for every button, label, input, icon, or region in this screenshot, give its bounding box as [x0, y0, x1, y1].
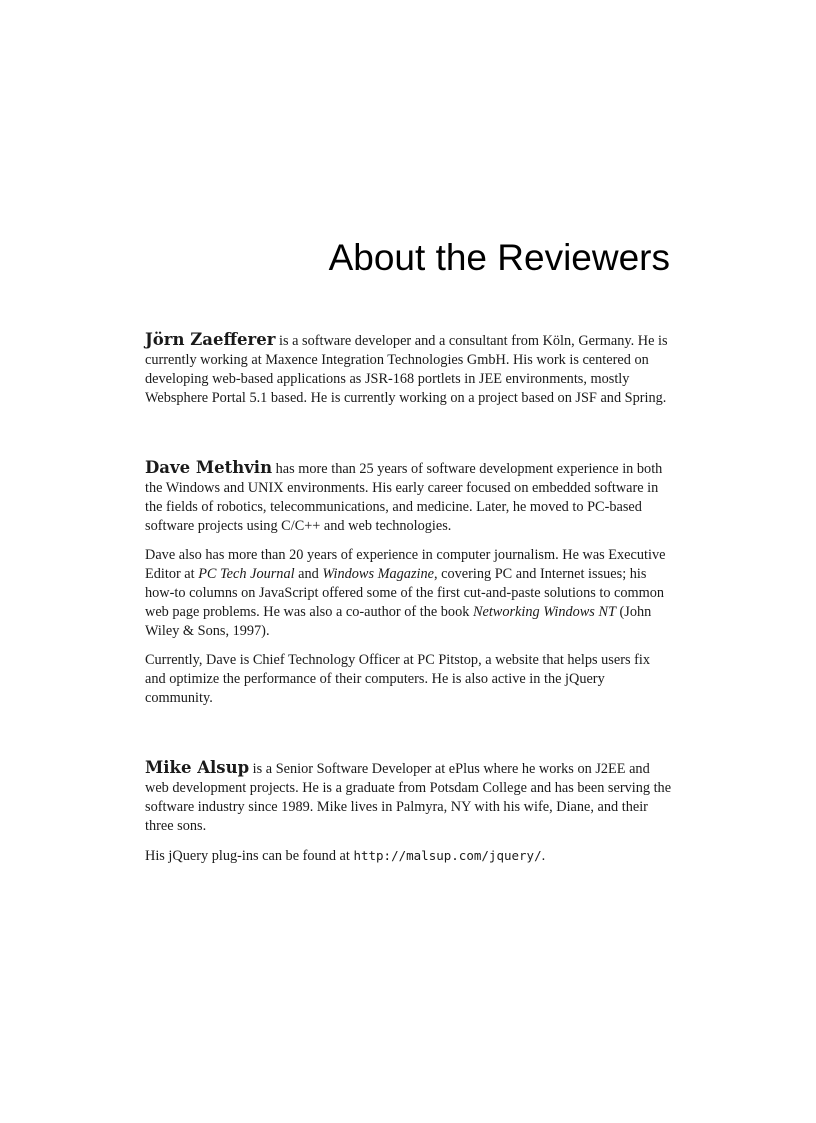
reviewer-name: Jörn Zaefferer [145, 330, 276, 349]
plugin-url: http://malsup.com/jquery/ [353, 848, 542, 863]
reviewer-name: Dave Methvin [145, 458, 273, 477]
bio-paragraph [145, 546, 673, 641]
reviewers-section [145, 330, 673, 916]
bio-paragraph [145, 846, 673, 866]
bio-text: Dave also has more than 20 years of experience in computer journalism. He was Executive Editor at [145, 547, 666, 582]
bio-text: is a Senior Software Developer at ePlus where he works on J2EE and web development projects. He is a graduate from Potsdam College and has been serving the software industry since 1989. Mike lives in Palmyra, NY with his wife, Diane, and their three sons. [145, 761, 672, 834]
bio-text: Currently, Dave is Chief Technology Officer at PC Pitstop, a website that helps users fix and optimize the performance of their computers. He is also active in the jQuery community. [145, 652, 650, 706]
reviewer-bio-zaefferer [145, 330, 673, 408]
bio-text: and [294, 566, 323, 582]
bio-paragraph [145, 758, 673, 836]
book-title: Networking Windows NT [472, 604, 616, 620]
bio-text: . [541, 848, 546, 864]
reviewer-bio-methvin [145, 458, 673, 708]
bio-text: (John Wiley & Sons, 1997). [145, 604, 652, 639]
reviewer-name: Mike Alsup [145, 758, 250, 777]
reviewer-bio-alsup [145, 758, 673, 866]
bio-text: His jQuery plug-ins can be found at [145, 848, 354, 864]
bio-text: is a software developer and a consultant from Köln, Germany. He is currently working at Maxence Integration Technologies GmbH. His work is centered on developing web-based applications as JSR-168 portlets in JEE environments, mostly Websphere Portal 5.1 based. He is currently working on a project based on JSF and Spring. [145, 333, 668, 406]
publication-title: Windows Magazine [322, 566, 434, 582]
bio-text: , covering PC and Internet issues; his how-to columns on JavaScript offered some of the first cut-and-paste solutions to common web page problems. He was also a co-author of the book [145, 566, 665, 620]
bio-paragraph [145, 458, 673, 536]
bio-text: has more than 25 years of software development experience in both the Windows and UNIX environments. His early career focused on embedded software in the fields of robotics, telecommunications, and medicine. Later, he moved to PC-based software projects using C/C++ and web technologies. [145, 461, 663, 534]
bio-paragraph [145, 330, 673, 408]
bio-paragraph [145, 651, 673, 708]
publication-title: PC Tech Journal [198, 566, 295, 582]
chapter-title: About the Reviewers [328, 237, 670, 278]
